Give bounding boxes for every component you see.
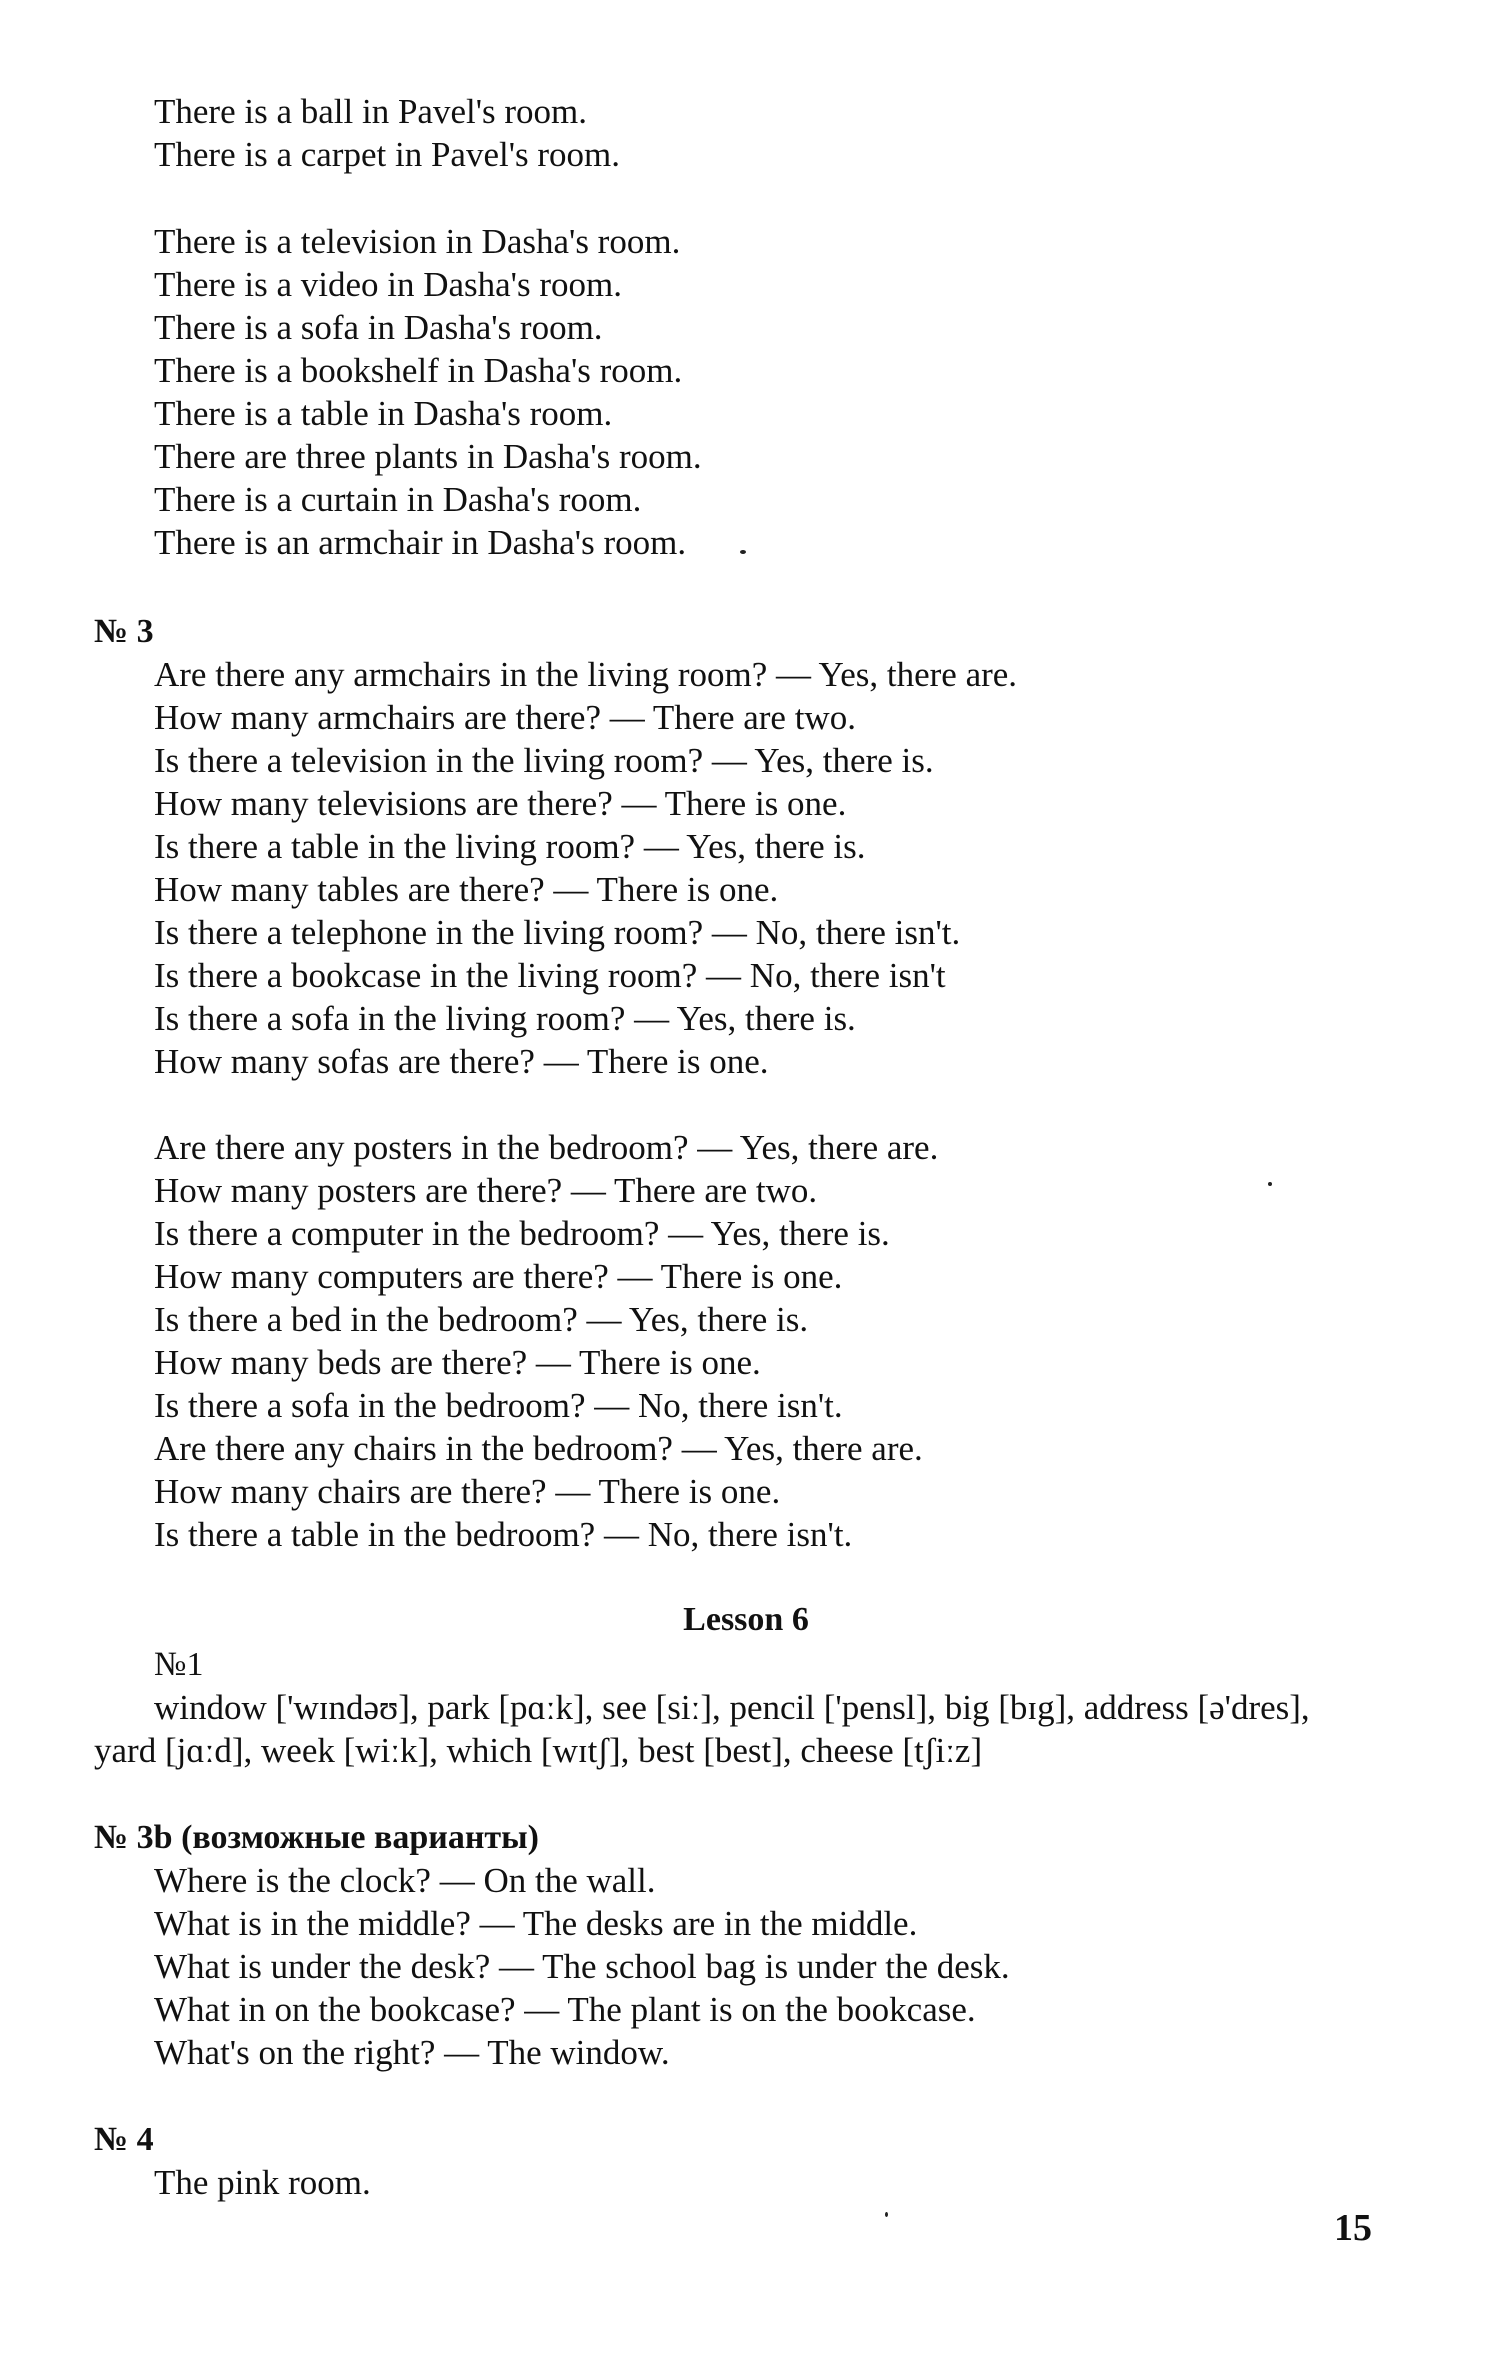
- bedroom-line-9: How many chairs are there? — There is one.: [154, 1472, 781, 1511]
- pavel-line-2: There is a carpet in Pavel's room.: [154, 135, 621, 174]
- bedroom-line-7: Is there a sofa in the bedroom? — No, there isn't.: [154, 1386, 843, 1425]
- living-room-line-1: Are there any armchairs in the living room? — Yes, there are.: [154, 655, 1018, 694]
- living-room-line-2: How many armchairs are there? — There are two.: [154, 698, 856, 737]
- scan-speck: [1268, 1182, 1272, 1186]
- bedroom-line-6: How many beds are there? — There is one.: [154, 1343, 761, 1382]
- scan-speck: [740, 550, 746, 554]
- living-room-line-4: How many televisions are there? — There is one.: [154, 784, 847, 823]
- living-room-line-7: Is there a telephone in the living room? — No, there isn't.: [154, 913, 961, 952]
- bedroom-line-5: Is there a bed in the bedroom? — Yes, there is.: [154, 1300, 809, 1339]
- dasha-line-7: There is a curtain in Dasha's room.: [154, 480, 642, 519]
- bedroom-line-10: Is there a table in the bedroom? — No, there isn't.: [154, 1515, 853, 1554]
- dasha-line-8: There is an armchair in Dasha's room.: [154, 523, 687, 562]
- dasha-line-2: There is a video in Dasha's room.: [154, 265, 622, 304]
- living-room-line-3: Is there a television in the living room? — Yes, there is.: [154, 741, 934, 780]
- exercise-1-line-1: window ['wɪndəʊ], park [pɑːk], see [siː], pencil ['pensl], big [bɪg], address [ə'dres],: [154, 1688, 1310, 1727]
- dasha-line-5: There is a table in Dasha's room.: [154, 394, 613, 433]
- exercise-3b-line-2: What is in the middle? — The desks are in the middle.: [154, 1904, 918, 1943]
- exercise-1-line-2: yard [jɑːd], week [wiːk], which [wɪtʃ], best [best], cheese [tʃiːz]: [94, 1731, 983, 1770]
- living-room-line-5: Is there a table in the living room? — Yes, there is.: [154, 827, 866, 866]
- dasha-line-3: There is a sofa in Dasha's room.: [154, 308, 603, 347]
- living-room-line-8: Is there a bookcase in the living room? — No, there isn't: [154, 956, 946, 995]
- pavel-line-1: There is a ball in Pavel's room.: [154, 92, 588, 131]
- scan-speck: [885, 2212, 888, 2217]
- exercise-3b-heading: № 3b (возможные варианты): [94, 1819, 539, 1856]
- exercise-3b-line-3: What is under the desk? — The school bag is under the desk.: [154, 1947, 1010, 1986]
- exercise-1-heading: №1: [154, 1646, 204, 1683]
- living-room-line-6: How many tables are there? — There is one.: [154, 870, 779, 909]
- dasha-line-4: There is a bookshelf in Dasha's room.: [154, 351, 683, 390]
- lesson-title: Lesson 6: [683, 1601, 809, 1638]
- dasha-line-1: There is a television in Dasha's room.: [154, 222, 681, 261]
- exercise-4-heading: № 4: [94, 2121, 154, 2158]
- bedroom-line-3: Is there a computer in the bedroom? — Yes, there is.: [154, 1214, 890, 1253]
- page-number: 15: [1334, 2207, 1372, 2249]
- exercise-3b-line-1: Where is the clock? — On the wall.: [154, 1861, 656, 1900]
- dasha-line-6: There are three plants in Dasha's room.: [154, 437, 702, 476]
- bedroom-line-2: How many posters are there? — There are two.: [154, 1171, 818, 1210]
- exercise-4-line-1: The pink room.: [154, 2163, 371, 2202]
- living-room-line-10: How many sofas are there? — There is one.: [154, 1042, 769, 1081]
- exercise-3-heading: № 3: [94, 613, 154, 650]
- bedroom-line-8: Are there any chairs in the bedroom? — Yes, there are.: [154, 1429, 923, 1468]
- living-room-line-9: Is there a sofa in the living room? — Yes, there is.: [154, 999, 856, 1038]
- exercise-3b-line-5: What's on the right? — The window.: [154, 2033, 670, 2072]
- exercise-3b-line-4: What in on the bookcase? — The plant is on the bookcase.: [154, 1990, 976, 2029]
- bedroom-line-4: How many computers are there? — There is one.: [154, 1257, 843, 1296]
- bedroom-line-1: Are there any posters in the bedroom? — Yes, there are.: [154, 1128, 939, 1167]
